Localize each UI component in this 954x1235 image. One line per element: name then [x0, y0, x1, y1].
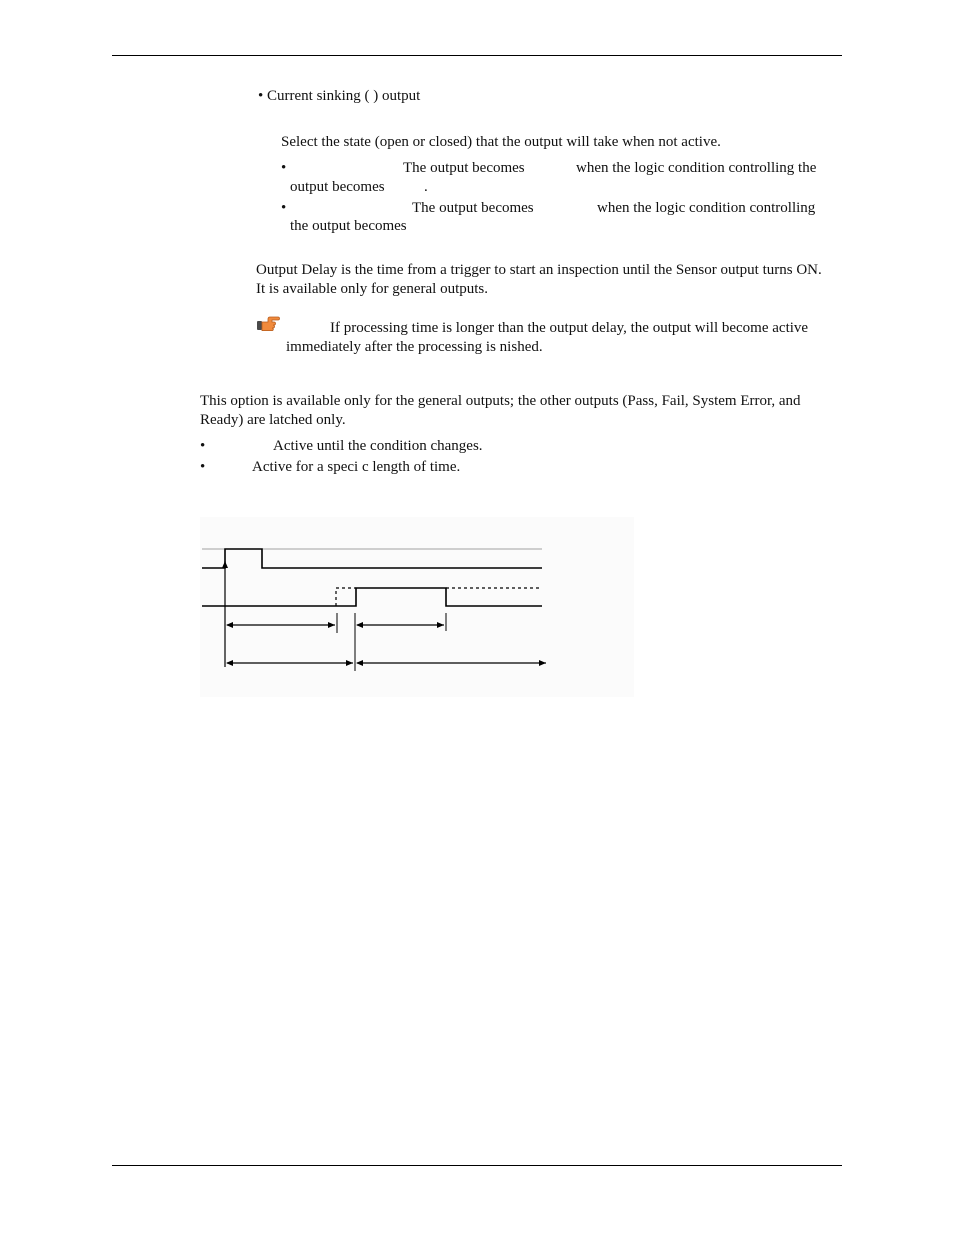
output-type-bullet: • Current sinking ( ) output [258, 88, 421, 104]
idle-option-1-bullet: • [281, 160, 287, 176]
idle-option-2-part-a: The output becomes [412, 200, 534, 216]
output-delay-line-2: It is available only for general outputs. [256, 281, 489, 297]
idle-option-1-part-b: when the logic condition controlling the [576, 160, 817, 176]
output-signal [202, 588, 542, 606]
output-delay-line-1: Output Delay is the time from a trigger to start an inspection until the Sensor output turns ON. [256, 262, 822, 278]
latch-line-2: Ready) are latched only. [200, 412, 346, 428]
latch-option-2-bullet: • [200, 459, 206, 475]
header-rule [112, 55, 842, 56]
footer-rule [112, 1165, 842, 1166]
trigger-signal [202, 549, 542, 568]
idle-option-1-part-c: output becomes [290, 179, 385, 195]
output-timing-diagram [200, 517, 634, 697]
idle-option-2-bullet: • [281, 200, 287, 216]
idle-option-2-part-b: when the logic condition controlling [597, 200, 816, 216]
idle-state-intro: Select the state (open or closed) that the output will take when not active. [281, 134, 721, 150]
latch-option-2-text: Active for a speci c length of time. [252, 459, 461, 475]
pointing-hand-icon [256, 315, 280, 333]
idle-option-1-part-a: The output becomes [403, 160, 525, 176]
latch-option-1-text: Active until the condition changes. [273, 438, 483, 454]
output-signal-dashed [336, 588, 356, 606]
idle-option-1-part-d: . [424, 179, 428, 195]
latch-line-1: This option is available only for the general outputs; the other outputs (Pass, Fail, System Error, and [200, 393, 801, 409]
note-line-1: If processing time is longer than the output delay, the output will become active [330, 320, 809, 336]
note-line-2: immediately after the processing is nished. [286, 339, 543, 355]
latch-option-1-bullet: • [200, 438, 206, 454]
idle-option-2-part-c: the output becomes [290, 218, 407, 234]
